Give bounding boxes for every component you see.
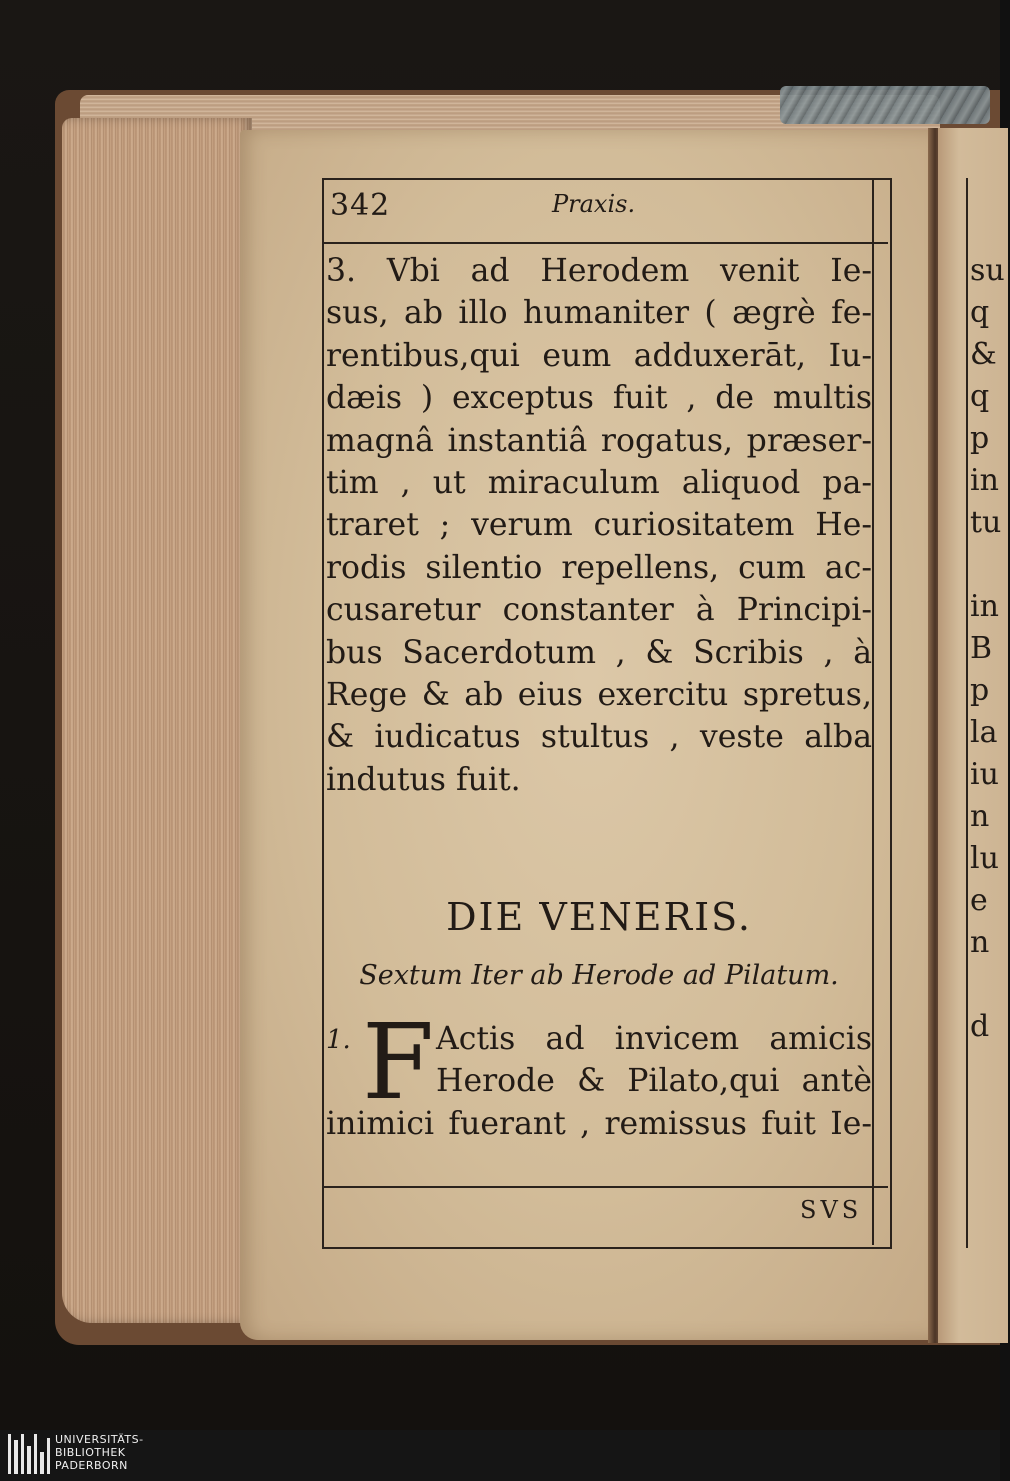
text-fragment: su — [970, 253, 1005, 288]
text-fragment: e — [970, 883, 988, 918]
text-fragment: n — [970, 925, 990, 960]
text-line: tim , ut miraculum aliquod pa- — [326, 465, 872, 502]
paragraph-number: 1. — [326, 1025, 351, 1055]
text-line: rentibus,qui eum adduxerāt, Iu- — [326, 337, 872, 374]
text-fragment — [970, 544, 1010, 586]
text-fragment: q — [970, 379, 990, 414]
catchword: SVS — [800, 1196, 863, 1224]
text-line: magnâ instantiâ rogatus, præser- — [326, 422, 872, 459]
text-fragment: p — [970, 421, 990, 456]
text-line: Actis ad invicem amicis — [436, 1021, 872, 1057]
side-page-edges — [62, 118, 252, 1323]
text-line: inimici fuerant , remissus fuit Ie- — [326, 1105, 872, 1142]
text-fragment: B — [970, 631, 993, 666]
library-name-line: PADERBORN — [55, 1459, 128, 1472]
page-number: 342 — [330, 188, 391, 223]
text-line: bus Sacerdotum , & Scribis , à — [326, 634, 872, 671]
running-head: Praxis. — [552, 190, 636, 218]
library-name-line: UNIVERSITÄTS- — [55, 1433, 144, 1446]
section-heading: DIE VENERIS. — [446, 895, 752, 939]
frame-inner-rule — [872, 178, 874, 1245]
spine-tie — [780, 86, 990, 124]
text-line: Rege & ab eius exercitu spretus, — [326, 677, 872, 714]
text-line: traret ; verum curiositatem He- — [326, 507, 872, 544]
text-fragment: p — [970, 673, 990, 708]
text-line: rodis silentio repellens, cum ac- — [326, 549, 872, 586]
text-line: & iudicatus stultus , veste alba — [326, 719, 872, 756]
text-fragment: n — [970, 799, 990, 834]
text-fragment: lu — [970, 841, 999, 876]
section-subheading: Sextum Iter ab Herode ad Pilatum. — [359, 960, 839, 991]
text-line: indutus fuit. — [326, 761, 521, 798]
library-name-line: BIBLIOTHEK — [55, 1446, 126, 1459]
text-fragment: q — [970, 295, 990, 330]
header-rule — [322, 242, 888, 244]
drop-capital: F — [362, 1001, 435, 1123]
text-fragment: in — [970, 589, 999, 624]
text-fragment: & — [970, 337, 997, 372]
library-logo-icon — [8, 1434, 50, 1474]
text-fragment: la — [970, 715, 998, 750]
text-line: cusaretur constanter à Principi- — [326, 592, 872, 629]
facing-page-text — [970, 250, 1010, 1048]
paragraph-1 — [326, 1018, 872, 1145]
text-line: dæis ) exceptus fuit , de multis — [326, 380, 872, 417]
footer-bar — [0, 1430, 1000, 1481]
text-line: Herode & Pilato,qui antè — [436, 1063, 872, 1100]
text-line: 3. Vbi ad Herodem venit Ie- — [326, 253, 872, 289]
facing-frame-rule — [966, 178, 968, 1248]
text-fragment: iu — [970, 757, 999, 792]
library-name — [55, 1433, 144, 1472]
text-fragment: tu — [970, 505, 1002, 540]
text-line: sus, ab illo humaniter ( ægrè fe- — [326, 295, 872, 332]
text-fragment: d — [970, 1009, 990, 1044]
text-fragment — [970, 964, 1010, 1006]
text-fragment: in — [970, 463, 999, 498]
footer-rule — [322, 1186, 888, 1188]
paragraph-3 — [326, 250, 872, 801]
